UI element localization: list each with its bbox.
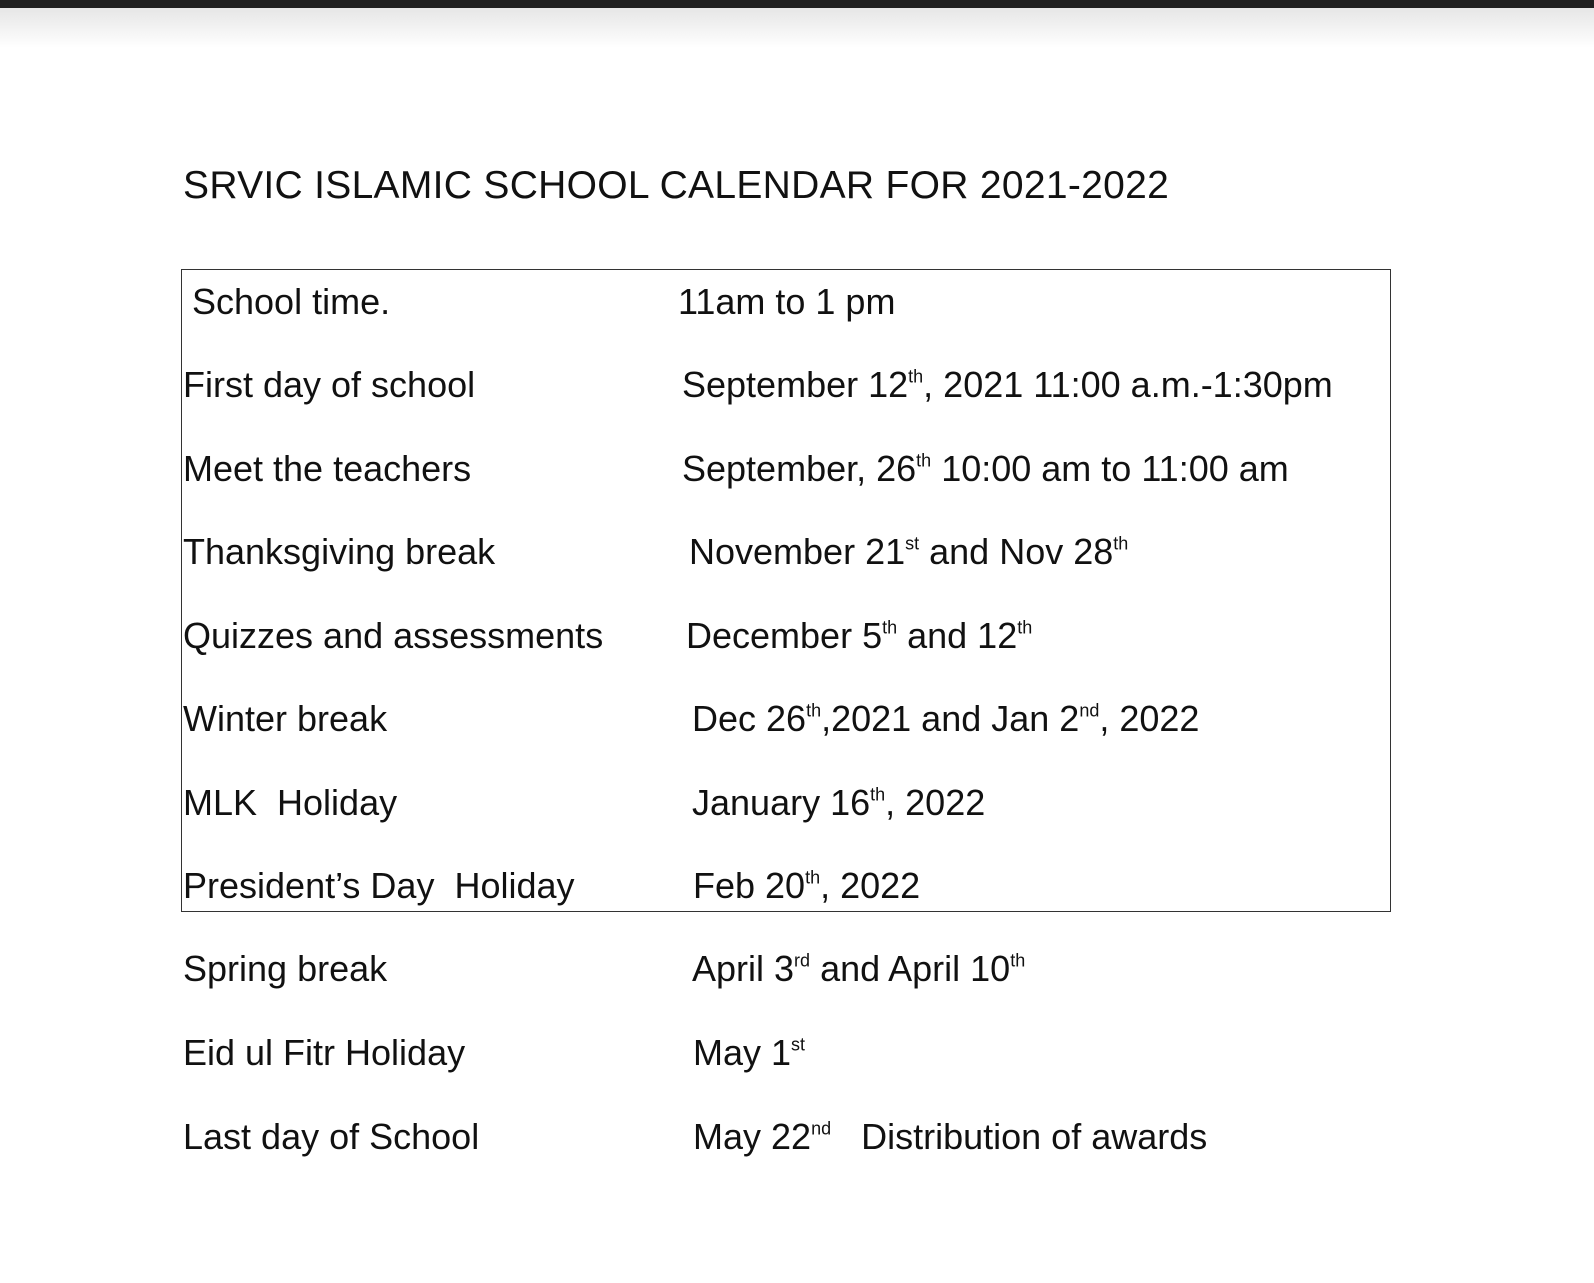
event-date <box>686 615 1032 657</box>
ordinal-suffix: th <box>805 867 821 888</box>
event-label: Spring break <box>183 948 388 989</box>
date-text: , 2022 <box>820 865 921 906</box>
ordinal-suffix: th <box>908 366 924 387</box>
event-label: Thanksgiving break <box>183 531 496 572</box>
event-label: Winter break <box>183 698 388 739</box>
date-text: 10:00 am to 11:00 am <box>931 448 1289 489</box>
event-date <box>689 531 1128 573</box>
ordinal-suffix: rd <box>794 950 811 971</box>
event-date <box>693 1032 805 1074</box>
event-label: Meet the teachers <box>183 448 472 489</box>
date-text: December 5 <box>686 615 883 656</box>
calendar-row <box>0 281 1594 341</box>
event-label: First day of school <box>183 364 476 405</box>
event-date <box>682 364 1333 406</box>
ordinal-suffix: th <box>882 617 898 638</box>
calendar-row <box>0 615 1594 675</box>
event-date <box>692 782 985 824</box>
ordinal-suffix: th <box>916 450 932 471</box>
event-label: Eid ul Fitr Holiday <box>183 1032 466 1073</box>
date-text: April 3 <box>692 948 795 989</box>
event-date <box>693 865 920 907</box>
ordinal-suffix: th <box>1017 617 1033 638</box>
event-label: Last day of School <box>183 1116 480 1157</box>
page-title: SRVIC ISLAMIC SCHOOL CALENDAR FOR 2021-2022 <box>183 164 1170 207</box>
event-label: MLK Holiday <box>183 782 398 823</box>
ordinal-suffix: th <box>806 700 822 721</box>
ordinal-suffix: nd <box>1079 700 1100 721</box>
date-text: , 2022 <box>885 782 986 823</box>
date-text: Dec 26 <box>692 698 807 739</box>
ordinal-suffix: nd <box>811 1118 832 1139</box>
ordinal-suffix: st <box>791 1034 806 1055</box>
date-text: September, 26 <box>682 448 917 489</box>
date-text: May 1 <box>693 1032 792 1073</box>
calendar-row <box>0 531 1594 591</box>
calendar-row <box>0 865 1594 925</box>
date-text: , 2022 <box>1099 698 1200 739</box>
date-text: November 21 <box>689 531 906 572</box>
calendar-row <box>0 782 1594 842</box>
event-date <box>693 1116 1207 1158</box>
calendar-row <box>0 698 1594 758</box>
event-date <box>678 281 895 323</box>
date-text: Distribution of awards <box>831 1116 1208 1157</box>
date-text: and Nov 28 <box>919 531 1114 572</box>
calendar-row <box>0 1116 1594 1176</box>
event-label: School time. <box>192 281 391 322</box>
date-text: and 12 <box>897 615 1018 656</box>
calendar-row <box>0 364 1594 424</box>
date-text: ,2021 and Jan 2 <box>821 698 1080 739</box>
date-text: Feb 20 <box>693 865 806 906</box>
event-date <box>682 448 1289 490</box>
event-label: Quizzes and assessments <box>183 615 604 656</box>
event-label: President’s Day Holiday <box>183 865 575 906</box>
event-date <box>692 698 1199 740</box>
date-text: May 22 <box>693 1116 812 1157</box>
date-text: 11am to 1 pm <box>678 281 896 322</box>
calendar-row <box>0 448 1594 508</box>
event-date <box>692 948 1025 990</box>
date-text: September 12 <box>682 364 909 405</box>
ordinal-suffix: th <box>870 784 886 805</box>
ordinal-suffix: th <box>1113 533 1129 554</box>
ordinal-suffix: th <box>1010 950 1026 971</box>
calendar-row <box>0 948 1594 1008</box>
date-text: January 16 <box>692 782 871 823</box>
ordinal-suffix: st <box>905 533 920 554</box>
date-text: and April 10 <box>810 948 1011 989</box>
date-text: , 2021 11:00 a.m.-1:30pm <box>923 364 1333 405</box>
calendar-row <box>0 1032 1594 1092</box>
